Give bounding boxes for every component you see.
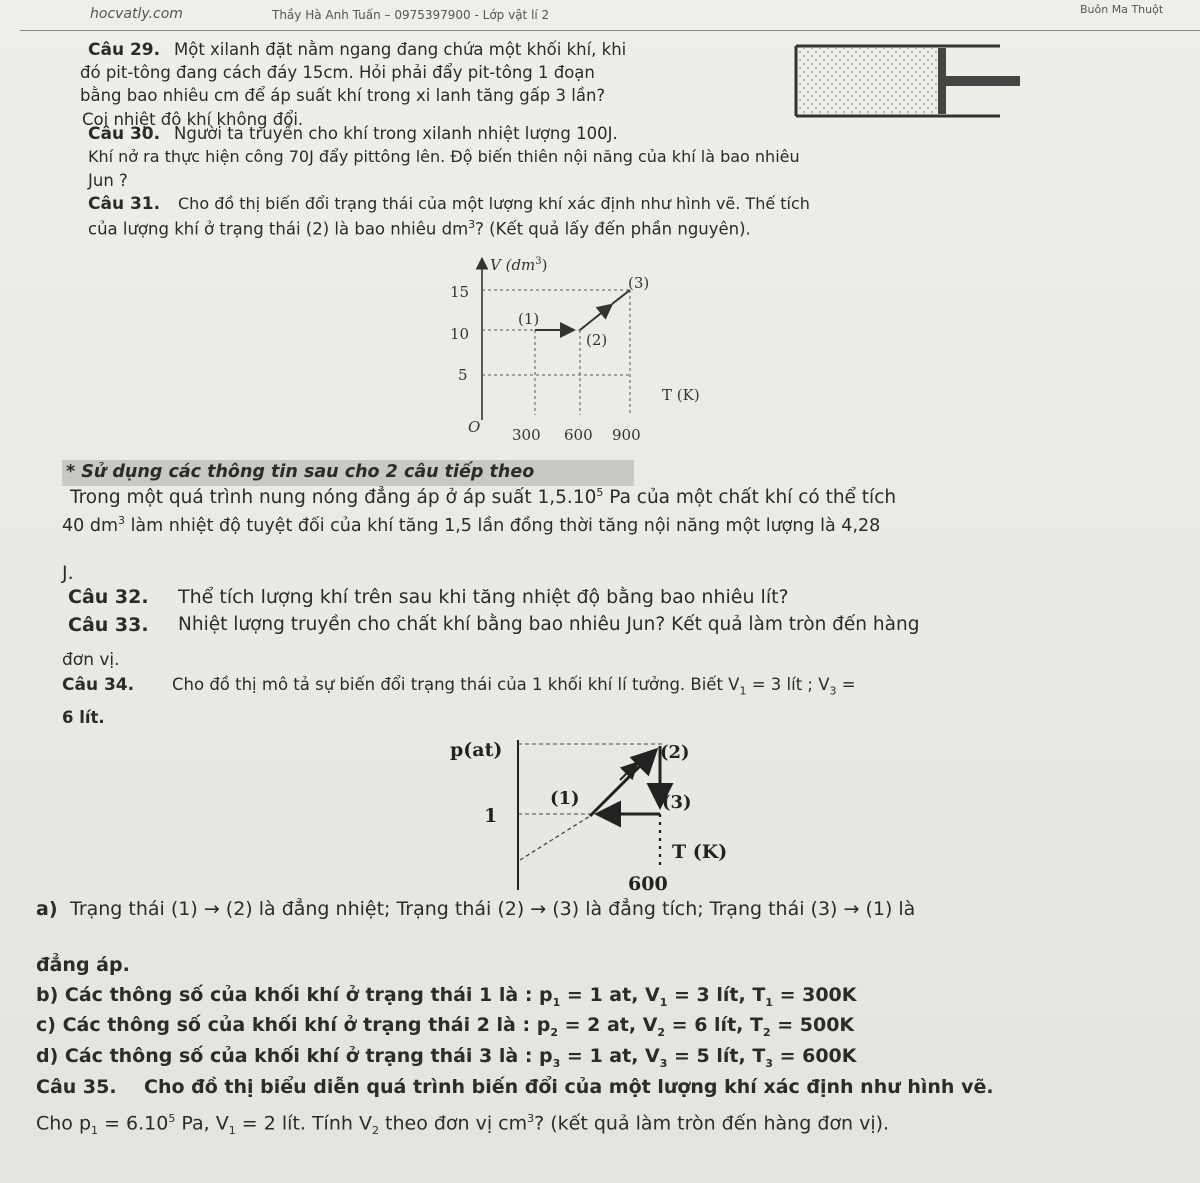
q29-label: Câu 29. (88, 40, 161, 60)
p-axis-label: p(at) (450, 739, 503, 761)
header-city: Buôn Ma Thuột (1080, 3, 1164, 16)
q29-line-1: Một xilanh đặt nằm ngang đang chứa một khối khí, khi (174, 40, 627, 59)
option-a-text-2: đẳng áp. (36, 954, 130, 976)
t-tick-900: 900 (612, 426, 641, 444)
state-2-label: (2) (586, 331, 608, 349)
graph-v-t (440, 250, 730, 450)
q33-label: Câu 33. (68, 614, 149, 636)
state-3-label: (3) (662, 792, 692, 813)
option-c: c) Các thông số của khối khí ở trạng thái 2 là : $p_2 = 2$ at, $V_2 = 6$ lít, $T_2 = 500K$ (36, 1014, 855, 1039)
q33-text-2: đơn vị. (62, 650, 120, 670)
t-tick-300: 300 (512, 426, 541, 444)
header-site: hocvatly.com (90, 6, 183, 22)
q32-text: Thể tích lượng khí trên sau khi tăng nhiệt độ bằng bao nhiêu lít? (178, 586, 789, 608)
q30-line-3: Jun ? (88, 171, 128, 190)
q29-line-3: bằng bao nhiêu cm để áp suất khí trong xi lanh tăng gấp 3 lần? (80, 86, 606, 105)
shared-info-banner: * Sử dụng các thông tin sau cho 2 câu tiếp theo (66, 462, 535, 482)
option-a-label: a) (36, 898, 58, 920)
state-2-label: (2) (660, 742, 690, 763)
q29-line-4: Coi nhiệt độ khí không đổi. (82, 110, 304, 129)
p-tick-1: 1 (484, 805, 498, 827)
q34-text: Cho đồ thị mô tả sự biến đổi trạng thái của 1 khối khí lí tưởng. Biết $V_1 = 3$ lít ; $V_3$ = (172, 675, 856, 698)
graph-p-t (440, 730, 760, 900)
v-tick-15: 15 (450, 283, 470, 301)
q35-line-2: Cho $p_1 = 6.10^5$ Pa, $V_1 = 2$ lít. Tính $V_2$ theo đơn vị $cm^3$? (kết quả làm tròn đến hàng đơn vị). (36, 1112, 890, 1138)
q30-line-1: Người ta truyền cho khí trong xilanh nhiệt lượng 100J. (174, 124, 618, 143)
option-b: b) Các thông số của khối khí ở trạng thái 1 là : $p_1 = 1$ at, $V_1 = 3$ lít, $T_1 = 300K$ (36, 984, 857, 1009)
q34-text-2: 6 lít. (62, 708, 105, 727)
v-axis-label: V $(dm^3)$ (490, 256, 548, 274)
t-tick-600: 600 (564, 426, 593, 444)
q31-line-2: của lượng khí ở trạng thái (2) là bao nhiêu $dm^3$? (Kết quả lấy đến phần nguyên). (88, 218, 751, 239)
option-d: d) Các thông số của khối khí ở trạng thái 3 là : $p_3 = 1$ at, $V_3 = 5$ lít, $T_3 = 600K$ (36, 1045, 857, 1070)
q35-label: Câu 35. (36, 1076, 117, 1098)
q32-label: Câu 32. (68, 586, 149, 608)
q31-label: Câu 31. (88, 194, 161, 214)
origin-label: O (468, 418, 481, 436)
v-tick-10: 10 (450, 325, 470, 343)
header-divider (20, 30, 1200, 31)
cylinder-figure (790, 42, 1030, 124)
t-axis-label: T (K) (662, 386, 700, 404)
gas-region (798, 48, 938, 114)
t-tick-600: 600 (628, 873, 668, 895)
shared-line-2: 40 $dm^3$ làm nhiệt độ tuyệt đối của khí tăng 1,5 lần đồng thời tăng nội năng một lượng là 4,28 (62, 514, 881, 536)
q31-line-1: Cho đồ thị biến đổi trạng thái của một lượng khí xác định như hình vẽ. Thế tích (178, 194, 810, 213)
process-1-2 (590, 752, 654, 816)
v-tick-5: 5 (458, 366, 468, 384)
process-2-3 (580, 306, 610, 330)
shared-line-3: J. (62, 562, 74, 584)
state-3-label: (3) (628, 274, 650, 292)
q35-text: Cho đồ thị biểu diễn quá trình biến đổi của một lượng khí xác định như hình vẽ. (144, 1076, 994, 1098)
q30-label: Câu 30. (88, 124, 161, 144)
state-1-label: (1) (550, 788, 580, 809)
option-a-text: Trạng thái (1) → (2) là đẳng nhiệt; Trạng thái (2) → (3) là đẳng tích; Trạng thái (3) → (1) là (70, 898, 916, 920)
q34-label: Câu 34. (62, 675, 135, 695)
q33-text: Nhiệt lượng truyền cho chất khí bằng bao nhiêu Jun? Kết quả làm tròn đến hàng (178, 614, 920, 635)
shared-line-1: Trong một quá trình nung nóng đẳng áp ở áp suất 1,5.10$^5$ Pa của một chất khí có thể tích (70, 486, 897, 509)
q30-line-2: Khí nở ra thực hiện công 70J đẩy pittông lên. Độ biến thiên nội năng của khí là bao nhiêu (88, 147, 800, 166)
state-1-label: (1) (518, 310, 540, 328)
piston (938, 48, 946, 114)
piston-rod (946, 76, 1020, 86)
header-teacher: Thầy Hà Anh Tuấn – 0975397900 - Lớp vật lí 2 (272, 8, 550, 22)
q29-line-2: đó pit-tông đang cách đáy 15cm. Hỏi phải đẩy pit-tông 1 đoạn (80, 63, 595, 82)
t-axis-label: T (K) (672, 841, 728, 863)
